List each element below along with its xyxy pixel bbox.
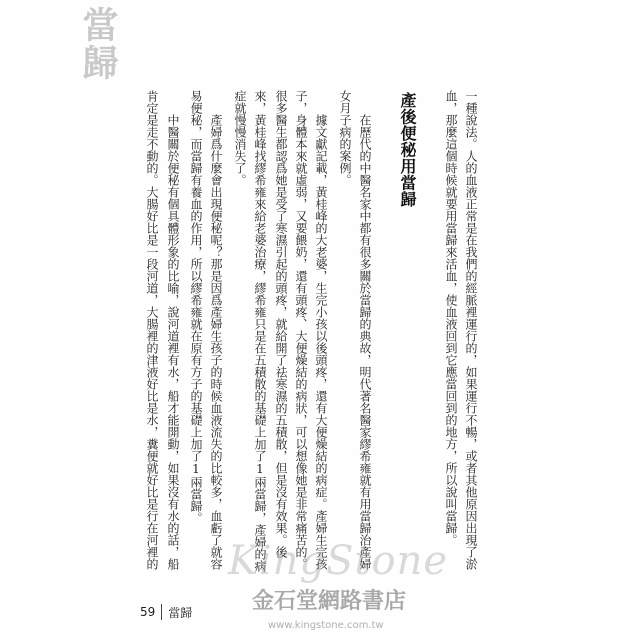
text-column: 血，那麼這個時候就要用當歸來活血，使血液回到它應當回到的地方，所以說叫當歸。 bbox=[444, 90, 458, 546]
watermark-url: www.kingstone.com.tw bbox=[268, 620, 384, 631]
text-column: 肯定是走不動的。大腸好比是一段河道，大腸裡的津液好比是水，糞便就好比是行在河裡的 bbox=[145, 90, 159, 570]
text-column: 來，黃桂峰找繆希雍來給老婆治療，繆希雍只是在五積散的基礎上加了1兩當歸，產婦的病 bbox=[253, 90, 267, 572]
running-title-calligraphy: 當歸 bbox=[77, 6, 119, 82]
text-column: 產婦爲什麼會出現便秘呢？那是因爲產婦生孩子的時候血液流失的比較多，血虧了就容 bbox=[209, 114, 223, 570]
text-column: 在歷代的中醫名家中都有很多關於當歸的典故，明代著名醫家繆希雍就有用當歸治產婦 bbox=[358, 114, 372, 570]
text-column: 症就慢慢消失了。 bbox=[233, 90, 247, 186]
text-column: 易便秘，而當歸有養血的作用，所以繆希雍就在原有方子的基礎上加了1兩當歸。 bbox=[189, 90, 203, 524]
page-number: 59 bbox=[140, 605, 156, 619]
footer-book-title: 當歸 bbox=[168, 605, 193, 620]
text-column: 子，身體本來就虛弱，又要餵奶，還有頭疼、大便燥結的病狀，可以想像她是非常痛苦的。 bbox=[294, 90, 308, 570]
text-column: 中醫關於便秘有個具體形象的比喻，說河道裡有水，船才能開動，如果沒有水的話，船 bbox=[166, 114, 180, 570]
text-column: 據文獻記載，黃桂峰的大老婆，生完小孩以後頭疼，還有大便燥結的病症。產婦生完孩 bbox=[314, 114, 328, 570]
text-column: 一種說法。人的血液正常是在我們的經脈裡運行的，如果運行不暢，或者其他原因出現了淤 bbox=[464, 90, 478, 570]
watermark-brand: KingStone bbox=[228, 538, 449, 584]
text-column: 很多醫生都認爲她是受了寒濕引起的頭疼，就給開了祛寒濕的五積散，但是沒有效果。後 bbox=[274, 90, 288, 558]
section-heading: 產後便秘用當歸 bbox=[398, 92, 417, 208]
page-footer bbox=[140, 603, 192, 621]
watermark-store-name: 金石堂網路書店 bbox=[252, 589, 407, 614]
footer-divider bbox=[161, 604, 162, 620]
text-column: 女月子病的案例。 bbox=[338, 90, 352, 186]
